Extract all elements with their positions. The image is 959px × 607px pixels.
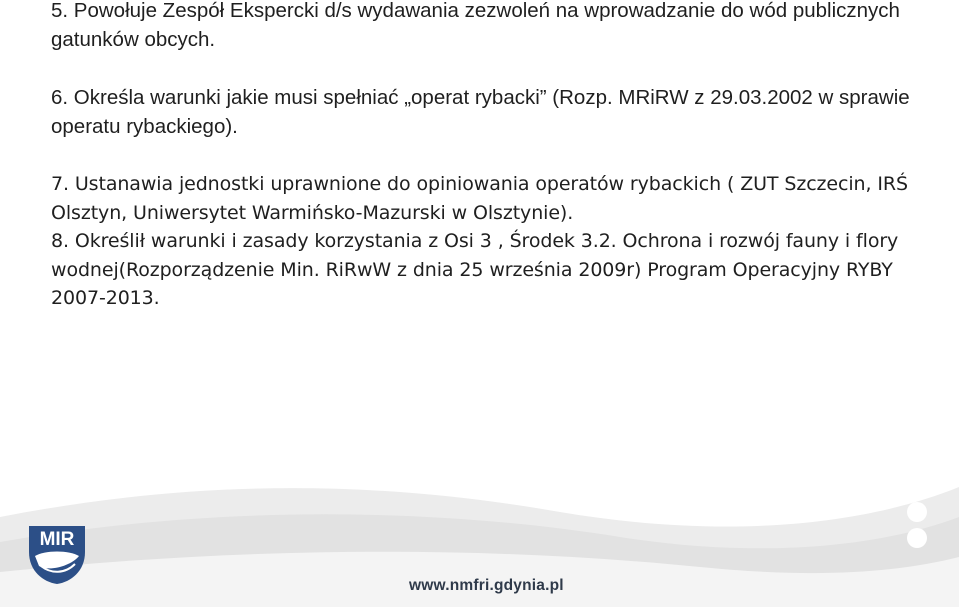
website-url[interactable]: www.nmfri.gdynia.pl [409, 577, 564, 594]
dot-icon [907, 476, 927, 496]
dot-icon [907, 502, 927, 522]
mir-logo-icon [29, 526, 85, 584]
item-8: 8. Określił warunki i zasady korzystania z Osi 3 , Środek 3.2. Ochrona i rozwój fauny i flory wodnej(Rozporządzenie Min. RiRwW z dnia 25 września 2009r) Program Operacyjny RYBY 2007-2013. [51, 230, 905, 309]
item-7: 7. Ustanawia jednostki uprawnione do opiniowania operatów rybackich ( ZUT Szczecin, IRŚ Olsztyn, Uniwersytet Warmińsko-Mazurski w Olsztynie). [51, 173, 914, 224]
item-5: 5. Powołuje Zespół Ekspercki d/s wydawania zezwoleń na wprowadzanie do wód publicznych gatunków obcych. [51, 0, 906, 51]
decorative-dots [905, 476, 929, 554]
dot-icon [907, 528, 927, 548]
logo-text: MIR [39, 529, 75, 550]
item-6: 6. Określa warunki jakie musi spełniać „operat rybacki” (Rozp. MRiRW z 29.03.2002 w sprawie operatu rybackiego). [51, 86, 916, 138]
